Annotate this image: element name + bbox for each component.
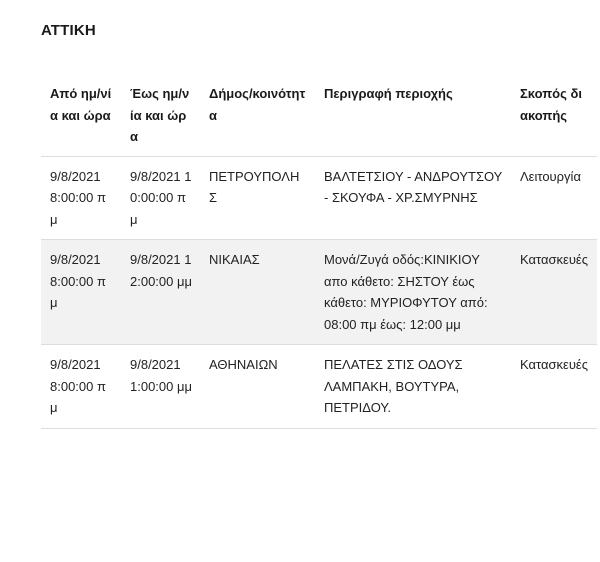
cell-description: Μονά/Ζυγά οδός:ΚΙΝΙΚΙΟΥ απο κάθετο: ΣΗΣΤΟΥ έως κάθετο: ΜΥΡΙΟΦΥΤΟΥ από: 08:00 πμ έως: 12:00 μμ [324,252,488,332]
cell-from: 9/8/2021 8:00:00 πμ [50,252,106,310]
outage-table [41,74,597,429]
cell-to: 9/8/2021 1:00:00 μμ [130,357,192,394]
header-municipality: Δήμος/κοινότητα [209,86,306,123]
table-row [41,156,597,240]
cell-from: 9/8/2021 8:00:00 πμ [50,357,106,415]
region-title: ΑΤΤΙΚΗ [41,22,96,39]
cell-municipality: ΝΙΚΑΙΑΣ [209,252,260,267]
cell-description: ΒΑΛΤΕΤΣΙΟΥ - ΑΝΔΡΟΥΤΣΟΥ - ΣΚΟΥΦΑ - ΧΡ.ΣΜΥΡΝΗΣ [324,168,503,205]
table-row [41,240,597,345]
header-to: Έως ημ/νία και ώρα [130,86,190,144]
table-header-row [41,74,597,156]
header-description: Περιγραφή περιοχής [324,86,453,101]
cell-from: 9/8/2021 8:00:00 πμ [50,168,106,227]
cell-municipality: ΑΘΗΝΑΙΩΝ [209,357,278,372]
cell-purpose: Λειτουργία [520,168,581,184]
cell-to: 9/8/2021 10:00:00 πμ [130,168,192,227]
table-row [41,345,597,429]
cell-purpose: Κατασκευές [520,357,588,372]
cell-description: ΠΕΛΑΤΕΣ ΣΤΙΣ ΟΔΟΥΣ ΛΑΜΠΑΚΗ, ΒΟΥΤΥΡΑ, ΠΕΤΡΙΔΟΥ. [324,357,463,415]
cell-municipality: ΠΕΤΡΟΥΠΟΛΗΣ [209,168,300,205]
cell-purpose: Κατασκευές [520,252,588,267]
header-purpose: Σκοπός διακοπής [520,86,582,123]
cell-to: 9/8/2021 12:00:00 μμ [130,252,192,289]
header-from: Από ημ/νία και ώρα [50,86,112,123]
